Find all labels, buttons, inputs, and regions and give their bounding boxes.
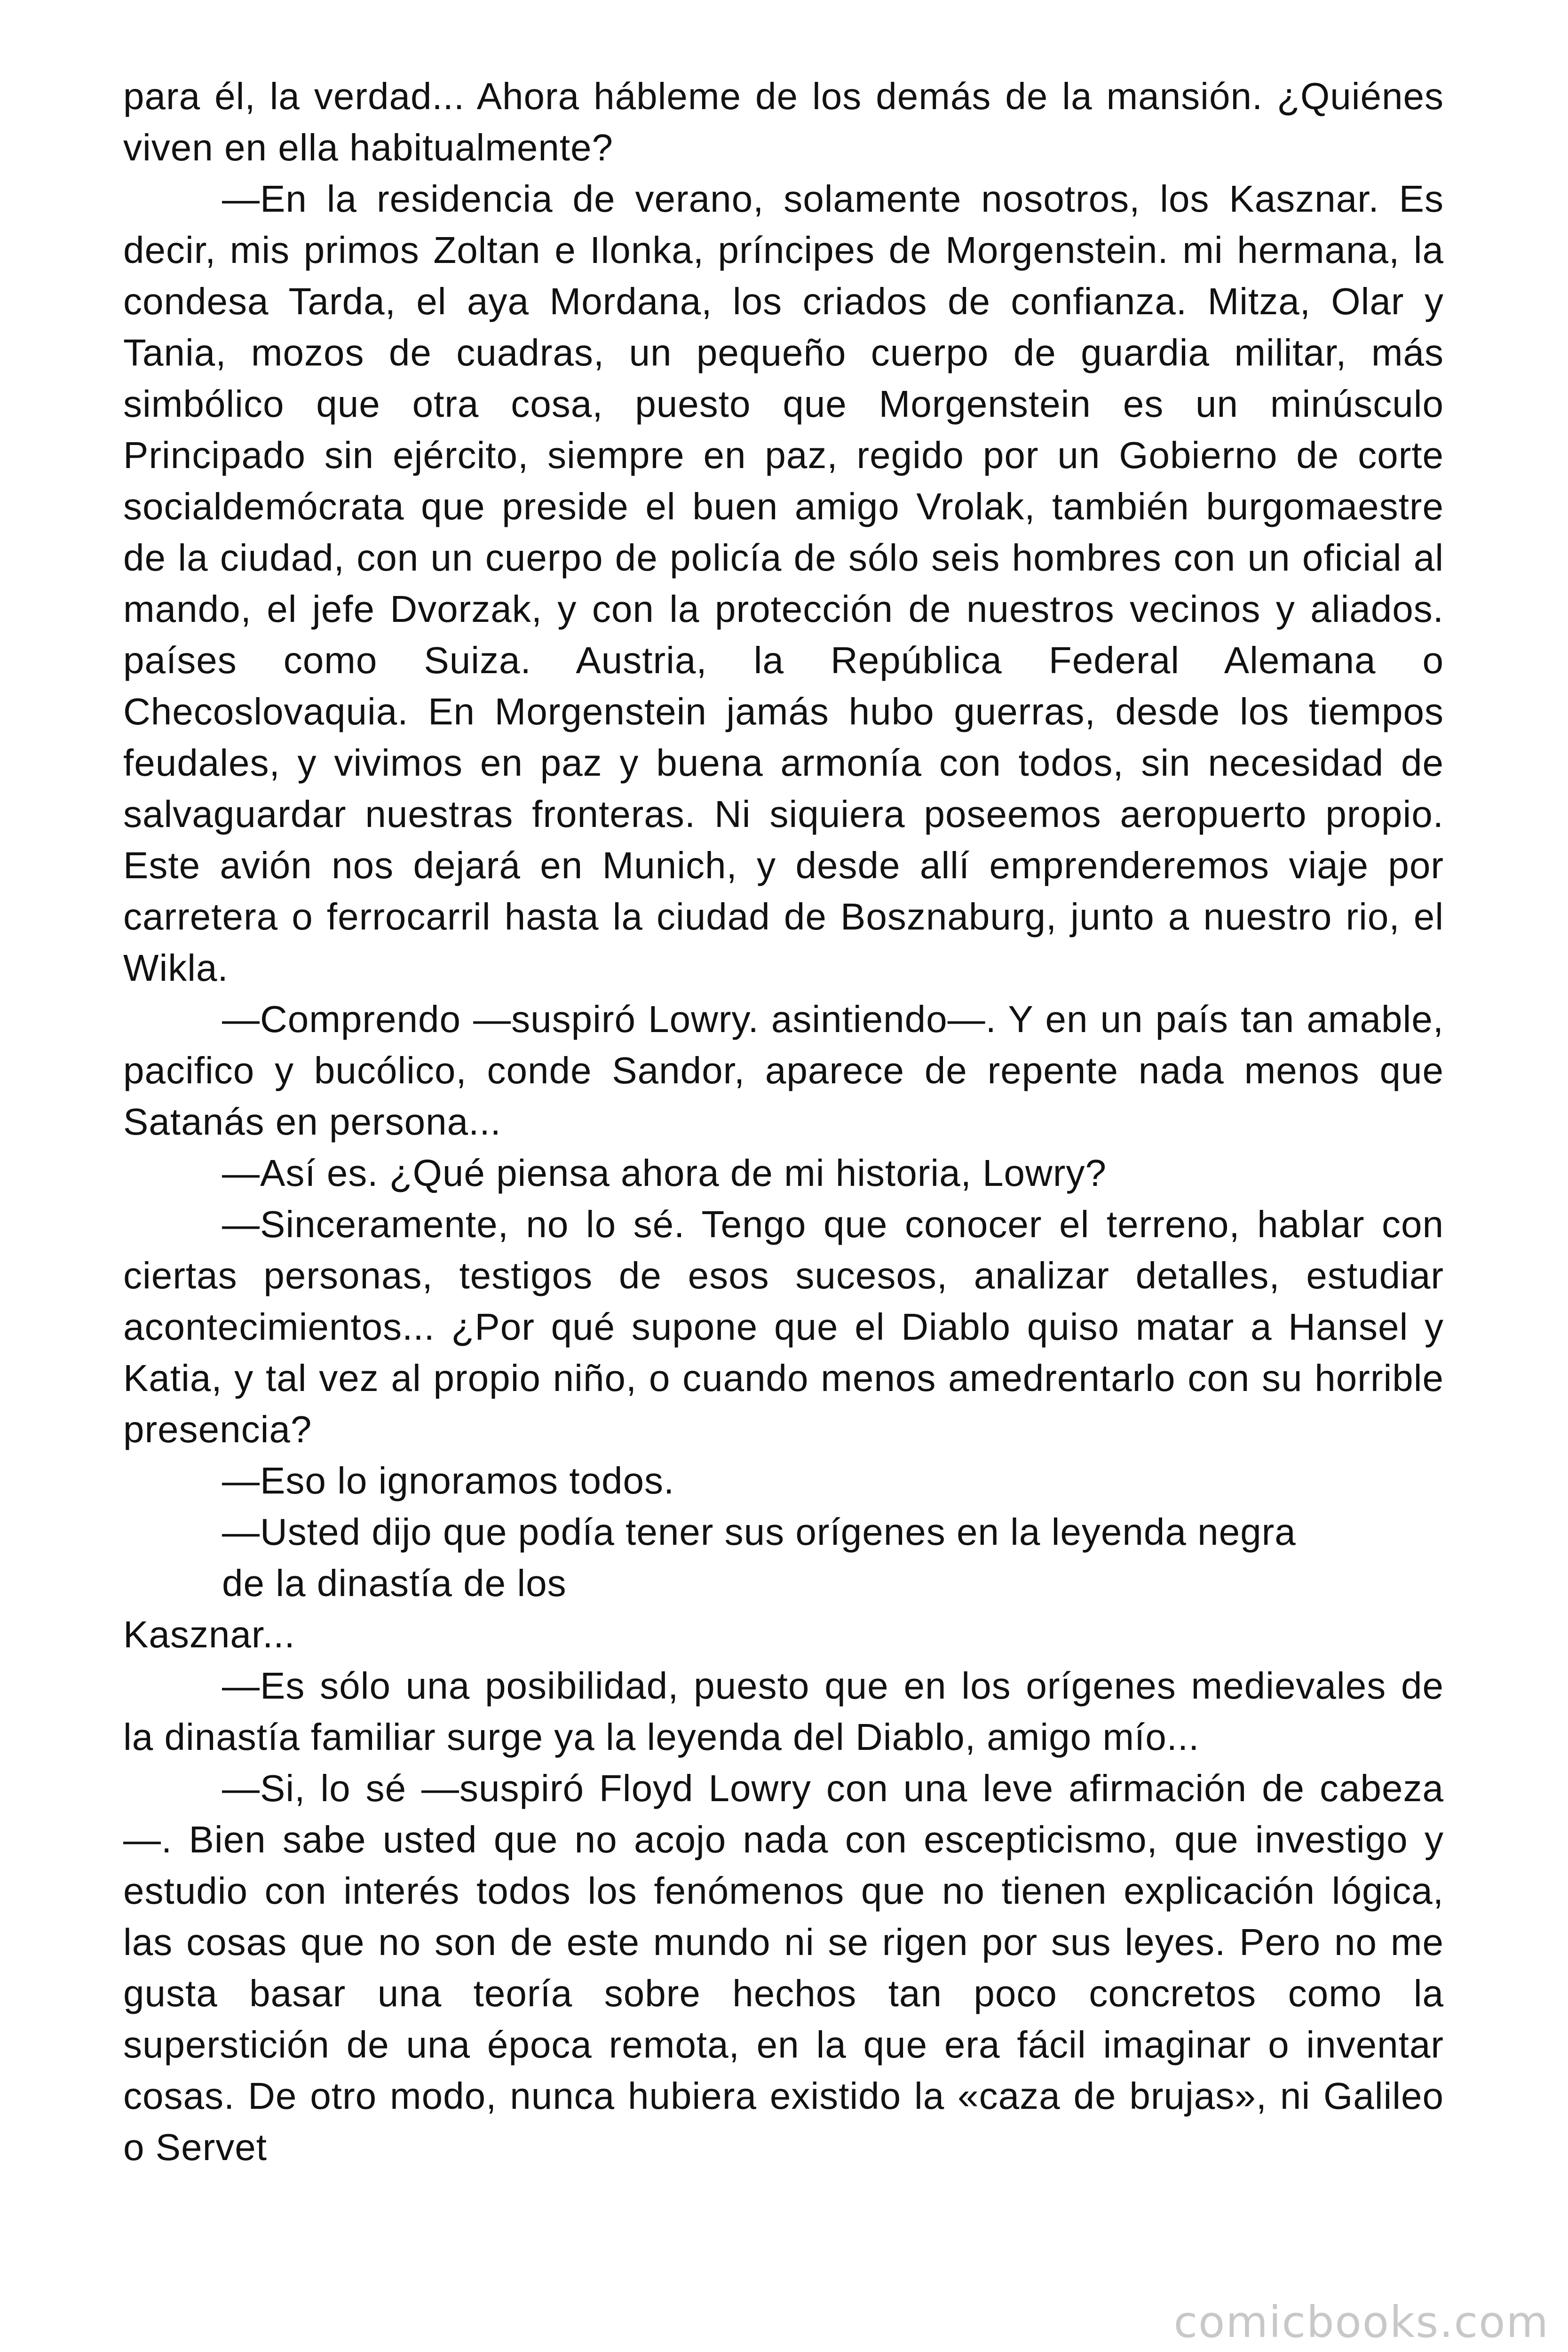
- paragraph-continuation: para él, la verdad... Ahora hábleme de los demás de la mansión. ¿Quiénes viven en ella habitualmente?: [123, 75, 1444, 168]
- watermark-logo: comicbooks.com: [1173, 2297, 1549, 2347]
- paragraph-comprendo: —Comprendo —suspiró Lowry. asintiendo—. Y en un país tan amable, pacifico y bucólico, conde Sandor, aparece de repente nada menos que Satanás en persona...: [123, 998, 1444, 1143]
- paragraph-usted-dijo-line2: de la dinastía de los: [222, 1562, 567, 1604]
- paragraph-sinceramente: —Sinceramente, no lo sé. Tengo que conocer el terreno, hablar con ciertas personas, testigos de esos sucesos, analizar detalles, estudiar acontecimientos... ¿Por qué supone que el Diablo quiso matar a Hansel y Katia, y tal vez al propio niño, o cuando menos amedrentarlo con su horrible presencia?: [123, 1203, 1444, 1450]
- body-text: [123, 71, 1444, 2173]
- paragraph-si-lo-se: —Si, lo sé —suspiró Floyd Lowry con una leve afirmación de cabeza—. Bien sabe usted que no acojo nada con escepticismo, que investigo y estudio con interés todos los fenómenos que no tienen explicación lógica, las cosas que no son de este mundo ni se rigen por sus leyes. Pero no me gusta basar una teoría sobre hechos tan poco concretos como la superstición de una época remota, en la que era fácil imaginar o inventar cosas. De otro modo, nunca hubiera existido la «caza de brujas», ni Galileo o Servet: [123, 1767, 1444, 2168]
- paragraph-eso-lo-ignoramos: —Eso lo ignoramos todos.: [222, 1460, 675, 1502]
- paragraph-residencia: —En la residencia de verano, solamente nosotros, los Kasznar. Es decir, mis primos Zoltan e Ilonka, príncipes de Morgenstein. mi hermana, la condesa Tarda, el aya Mordana, los criados de confianza. Mitza, Olar y Tania, mozos de cuadras, un pequeño cuerpo de guardia militar, más simbólico que otra cosa, puesto que Morgenstein es un minúsculo Principado sin ejército, siempre en paz, regido por un Gobierno de corte socialdemócrata que preside el buen amigo Vrolak, también burgomaestre de la ciudad, con un cuerpo de policía de sólo seis hombres con un oficial al mando, el jefe Dvorzak, y con la protección de nuestros vecinos y aliados. países como Suiza. Austria, la República Federal Alemana o Checoslovaquia. En Morgenstein jamás hubo guerras, desde los tiempos feudales, y vivimos en paz y buena armonía con todos, sin necesidad de salvaguardar nuestras fronteras. Ni siquiera poseemos aeropuerto propio. Este avión nos dejará en Munich, y desde allí emprenderemos viaje por carretera o ferrocarril hasta la ciudad de Bosznaburg, junto a nuestro rio, el Wikla.: [123, 178, 1444, 989]
- paragraph-usted-dijo-line3: Kasznar...: [123, 1613, 295, 1655]
- paragraph-es-solo: —Es sólo una posibilidad, puesto que en los orígenes medievales de la dinastía familiar surge ya la leyenda del Diablo, amigo mío...: [123, 1665, 1444, 1758]
- paragraph-asi-es: —Así es. ¿Qué piensa ahora de mi historia, Lowry?: [222, 1152, 1107, 1194]
- paragraph-usted-dijo: —Usted dijo que podía tener sus orígenes en la leyenda negra: [222, 1511, 1296, 1553]
